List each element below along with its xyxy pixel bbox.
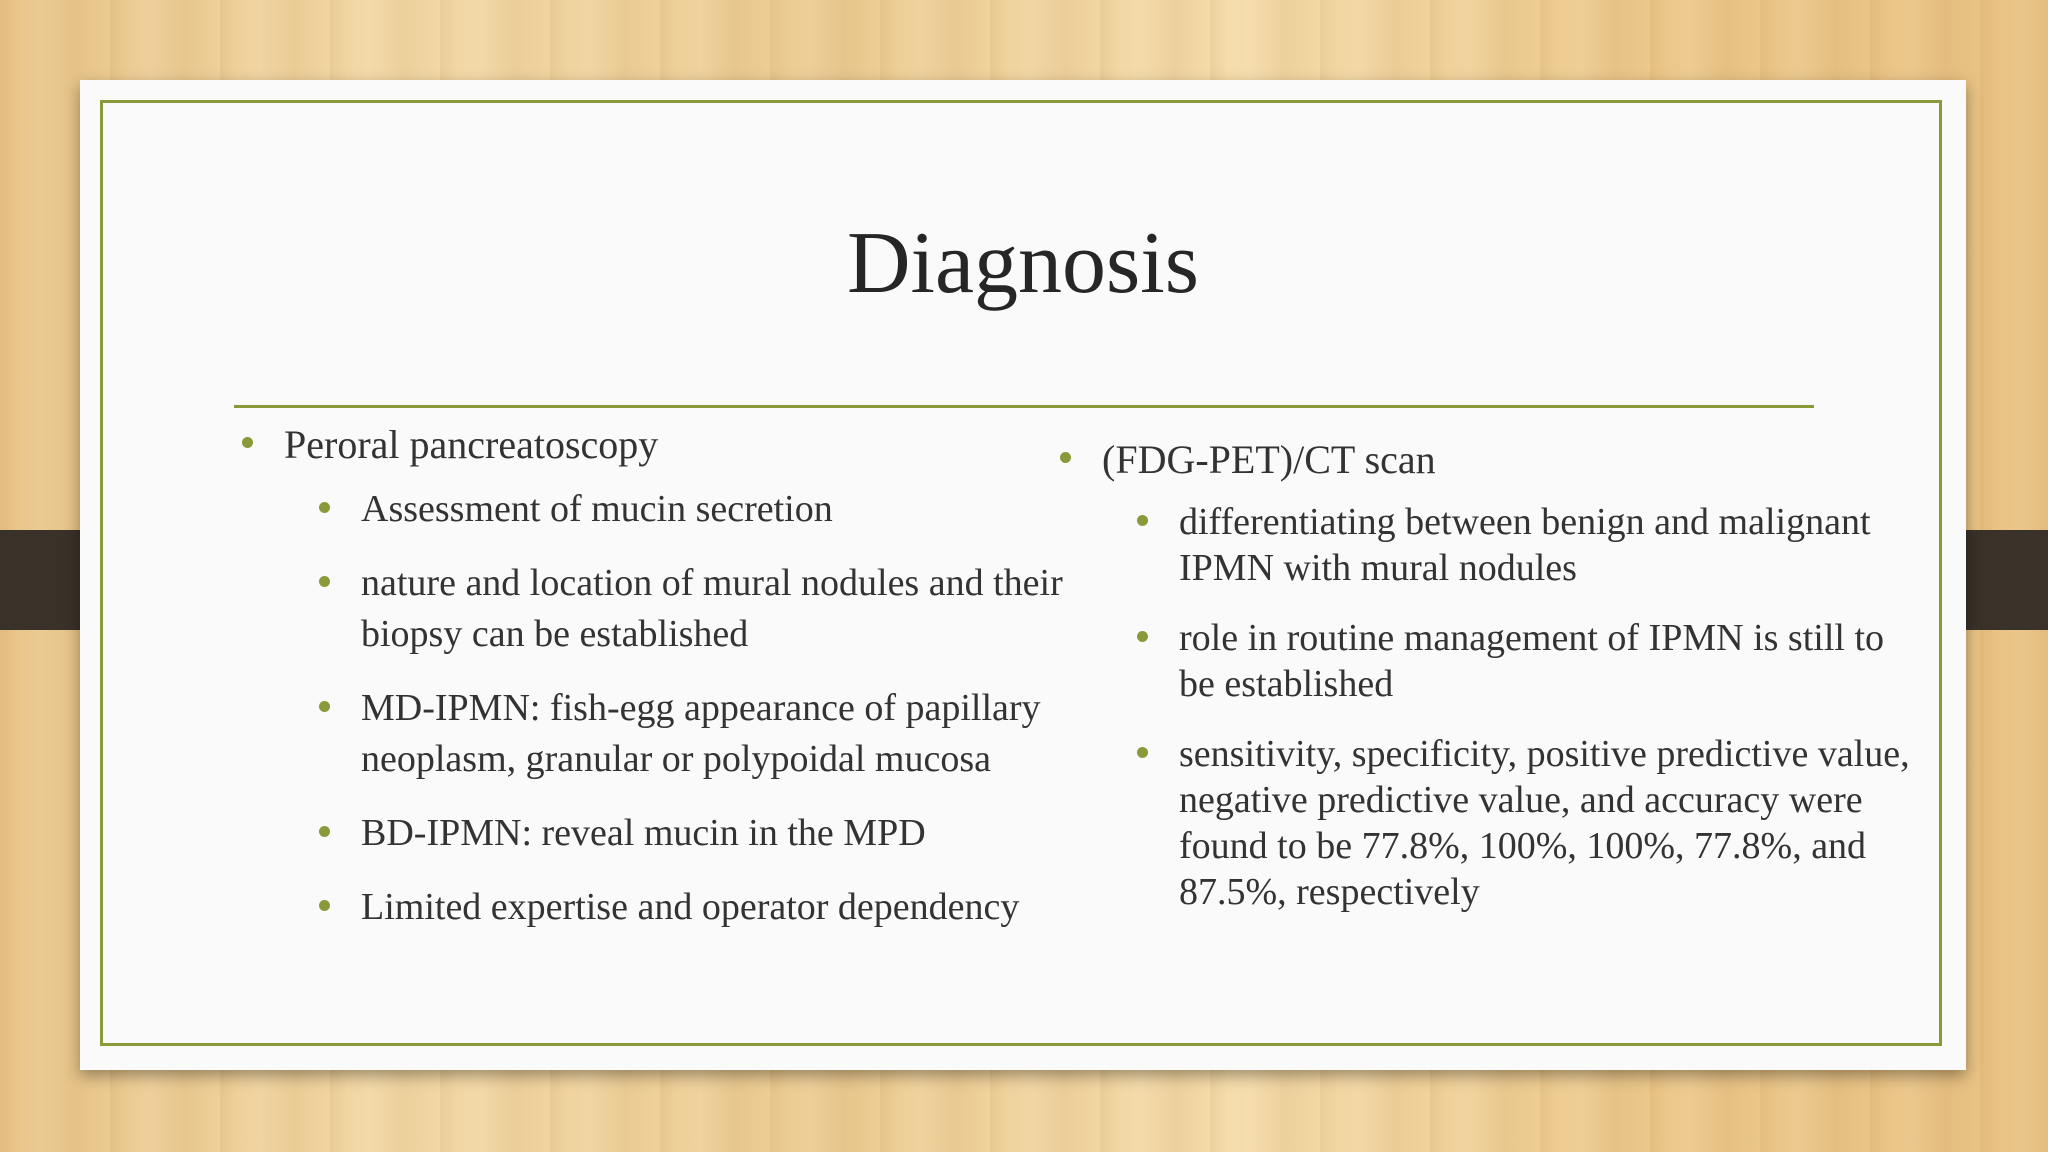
sub-bullet-text: Assessment of mucin secretion xyxy=(361,488,833,530)
right-column xyxy=(1054,435,1914,939)
sub-bullet xyxy=(1054,731,1914,915)
sub-bullet xyxy=(1054,499,1914,591)
title-divider xyxy=(234,405,1814,408)
bullet-dot-icon xyxy=(319,900,330,911)
sub-bullet-text: Limited expertise and operator dependency xyxy=(361,886,1020,928)
sub-bullet-text: nature and location of mural nodules and their biopsy can be established xyxy=(361,562,1063,655)
sub-bullet xyxy=(236,558,1096,660)
slide-title: Diagnosis xyxy=(847,215,1199,312)
sub-bullet xyxy=(1054,615,1914,707)
sub-bullet-text: BD-IPMN: reveal mucin in the MPD xyxy=(361,812,926,854)
sub-bullet-text: MD-IPMN: fish-egg appearance of papillary neoplasm, granular or polypoidal mucosa xyxy=(361,687,1041,780)
bullet-dot-icon xyxy=(319,826,330,837)
bullet-dot-icon xyxy=(1060,452,1071,463)
bullet-heading-pancreatoscopy xyxy=(236,420,1096,470)
sub-bullet-text: role in routine management of IPMN is still to be established xyxy=(1179,617,1885,705)
sub-bullet-text: differentiating between benign and malignant IPMN with mural nodules xyxy=(1179,501,1871,589)
bullet-dot-icon xyxy=(1137,747,1148,758)
sub-bullet xyxy=(236,683,1096,785)
left-column xyxy=(236,420,1096,956)
slide-card xyxy=(80,80,1966,1070)
bullet-heading-pet-ct xyxy=(1054,435,1914,485)
bullet-dot-icon xyxy=(319,701,330,712)
sub-bullet xyxy=(236,484,1096,535)
sub-bullet xyxy=(236,882,1096,933)
bullet-dot-icon xyxy=(1137,515,1148,526)
bullet-text: Peroral pancreatoscopy xyxy=(284,422,659,467)
sub-bullet-text: sensitivity, specificity, positive predictive value, negative predictive value, and accuracy were found to be 77.8%, 100%, 100%, 77.8%, and 87.5%, respectively xyxy=(1179,733,1910,913)
bullet-dot-icon xyxy=(1137,631,1148,642)
bullet-text: (FDG-PET)/CT scan xyxy=(1102,437,1436,482)
bullet-dot-icon xyxy=(319,576,330,587)
sub-bullet xyxy=(236,808,1096,859)
bullet-dot-icon xyxy=(319,502,330,513)
bullet-dot-icon xyxy=(242,437,253,448)
